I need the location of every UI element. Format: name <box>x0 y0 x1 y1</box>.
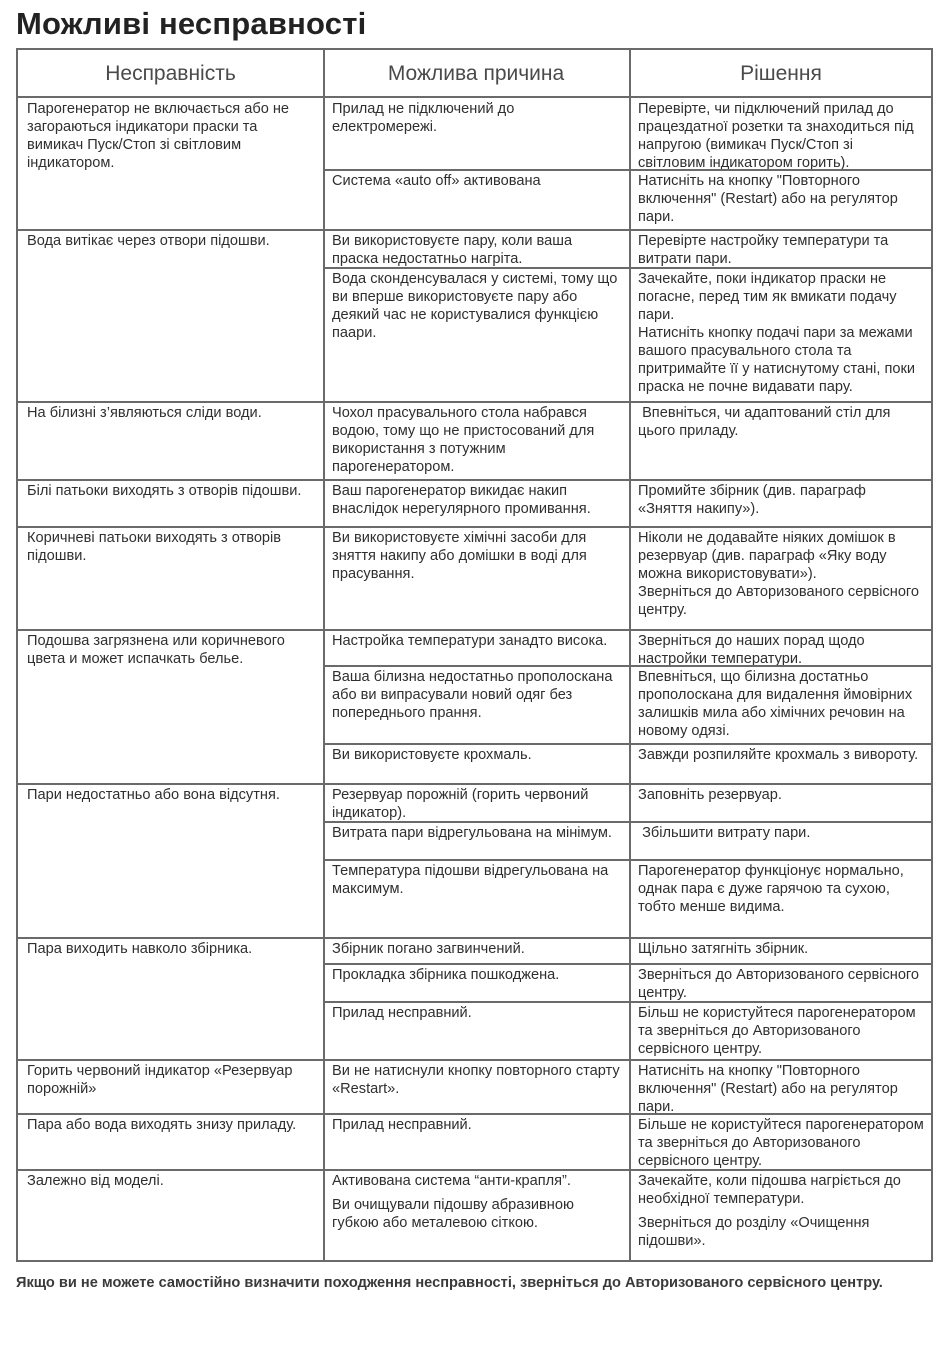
cause-cell: Резервуар порожній (горить червоний індикатор). <box>332 787 593 821</box>
solution-cell: Більш не користуйтеся парогенератором та зверніться до Авторизованого сервісного центру. <box>638 1005 920 1057</box>
cause-cell: Прилад не підключений до електромережі. <box>332 101 519 135</box>
solution-cell: Щільно затягніть збірник. <box>638 941 809 957</box>
problem-cell: Коричневі патьоки виходять з отворів підошви. <box>27 530 286 564</box>
solution-cell: Зверніться до Авторизованого сервісного центру. <box>638 967 924 1001</box>
solution-cell: Промийте збірник (див. параграф «Зняття накипу»). <box>638 483 870 517</box>
page-title: Можливі несправності <box>16 6 367 41</box>
cause-cell: Ви використовуєте пару, коли ваша праска недостатньо нагріта. <box>332 233 577 267</box>
cause-cell: Система «auto off» активована <box>332 173 541 189</box>
cause-cell: Ви використовуєте хімічні засоби для зняття накипу або домішки в воді для прасування. <box>332 530 591 582</box>
cause-cell: Витрата пари відрегульована на мінімум. <box>332 825 612 841</box>
cause-cell: Збірник погано загвинчений. <box>332 941 525 957</box>
cause-cell: Настройка температури занадто висока. <box>332 633 608 649</box>
cause-cell: Ваш парогенератор викидає накип внаслідок нерегулярного промивання. <box>332 483 591 517</box>
problem-cell: Білі патьоки виходять з отворів підошви. <box>27 483 302 499</box>
cause-cell: Ви не натиснули кнопку повторного старту «Restart». <box>332 1063 624 1097</box>
troubleshooting-table <box>16 48 933 1262</box>
solution-extra: Зверніться до розділу «Очищення підошви». <box>638 1215 874 1249</box>
cause-cell: Прилад несправний. <box>332 1005 472 1021</box>
cause-cell: Прокладка збірника пошкоджена. <box>332 967 560 983</box>
solution-cell: Зверніться до наших порад щодо настройки температури. <box>638 633 869 667</box>
problem-cell: Пара виходить навколо збірника. <box>27 941 253 957</box>
solution-cell: Перевірте настройку температури та витрати пари. <box>638 233 893 267</box>
cause-cell: Прилад несправний. <box>332 1117 472 1133</box>
solution-cell: Натисніть на кнопку "Повторного включення" (Restart) або на регулятор пари. <box>638 173 902 225</box>
problem-cell: Вода витікає через отвори підошви. <box>27 233 270 249</box>
solution-cell: Перевірте, чи підключений прилад до працездатної розетки та знаходиться під напругою (вимикач Пуск/Стоп зі світловим індикатором горить). <box>638 101 918 171</box>
solution-cell: Впевніться, чи адаптований стіл для цього приладу. <box>638 405 895 439</box>
solution-cell: Збільшити витрату пари. <box>638 825 811 841</box>
cause-cell: Активована система “анти-крапля”. Ви очищували підошву абразивною губкою або металевою сіткою. <box>332 1173 578 1231</box>
problem-cell: На білизні з’являються сліди води. <box>27 405 262 421</box>
solution-cell: Більше не користуйтеся парогенератором та зверніться до Авторизованого сервісного центру. <box>638 1117 928 1169</box>
header-problem: Несправність <box>105 61 236 85</box>
cause-cell: Чохол прасувального стола набрався водою, тому що не пристосований для використання з потужним парогенератором. <box>332 405 599 475</box>
cause-cell: Ви використовуєте крохмаль. <box>332 747 532 763</box>
footer-note: Якщо ви не можете самостійно визначити походження несправності, зверніться до Авторизованого сервісного центру. <box>16 1275 883 1291</box>
header-cause: Можлива причина <box>387 61 565 85</box>
problem-cell: Пара або вода виходять знизу приладу. <box>27 1117 297 1133</box>
problem-cell: Подошва загрязнена или коричневого цвета и может испачкать белье. <box>27 633 289 667</box>
problem-cell: Пари недостатньо або вона відсутня. <box>27 787 280 803</box>
solution-cell: Впевніться, що білизна достатньо прополоскана для видалення ймовірних залишків мила або хімічних речовин на новому одязі. <box>638 669 917 739</box>
solution-cell: Парогенератор функціонує нормально, однак пара є дуже гарячою та сухою, тобто менше видима. <box>638 863 908 915</box>
solution-cell: Завжди розпиляйте крохмаль з вивороту. <box>638 747 919 763</box>
solution-cell: Заповніть резервуар. <box>638 787 782 803</box>
cause-cell: Температура підошви відрегульована на максимум. <box>332 863 613 897</box>
header-solution: Рішення <box>740 61 822 85</box>
cause-cell: Ваша білизна недостатньо прополоскана або ви випрасували новий одяг без попереднього прання. <box>332 669 617 721</box>
problem-cell: Горить червоний індикатор «Резервуар порожній» <box>27 1063 297 1097</box>
cause-cell: Вода сконденсувалася у системі, тому що ви вперше використовуєте пару або деякий час не користувалися функцією паари. <box>332 271 622 341</box>
solution-cell: Ніколи не додавайте ніяких домішок в резервуар (див. параграф «Яку воду можна використовувати»). Зверніться до Авторизованого сервісного центру. <box>638 530 920 618</box>
solution-cell: Зачекайте, поки індикатор праски не погасне, перед тим як вмикати подачу пари. Натисніть кнопку подачі пари за межами вашого прасувального стола та притримайте її у натиснутому стані, поки праска не почне видавати пару. <box>638 271 916 395</box>
solution-cell: Зачекайте, коли підошва нагріється до необхідної температури. Зверніться до розділу «Очищення підошви». <box>638 1173 905 1249</box>
problem-cell: Парогенератор не включається або не загораються індикатори праски та вимикач Пуск/Стоп зі світловим індикатором. <box>27 101 294 171</box>
cause-extra: Ви очищували підошву абразивною губкою або металевою сіткою. <box>332 1197 578 1231</box>
problem-cell: Залежно від моделі. <box>27 1173 164 1189</box>
solution-cell: Натисніть на кнопку "Повторного включення" (Restart) або на регулятор пари. <box>638 1063 902 1115</box>
